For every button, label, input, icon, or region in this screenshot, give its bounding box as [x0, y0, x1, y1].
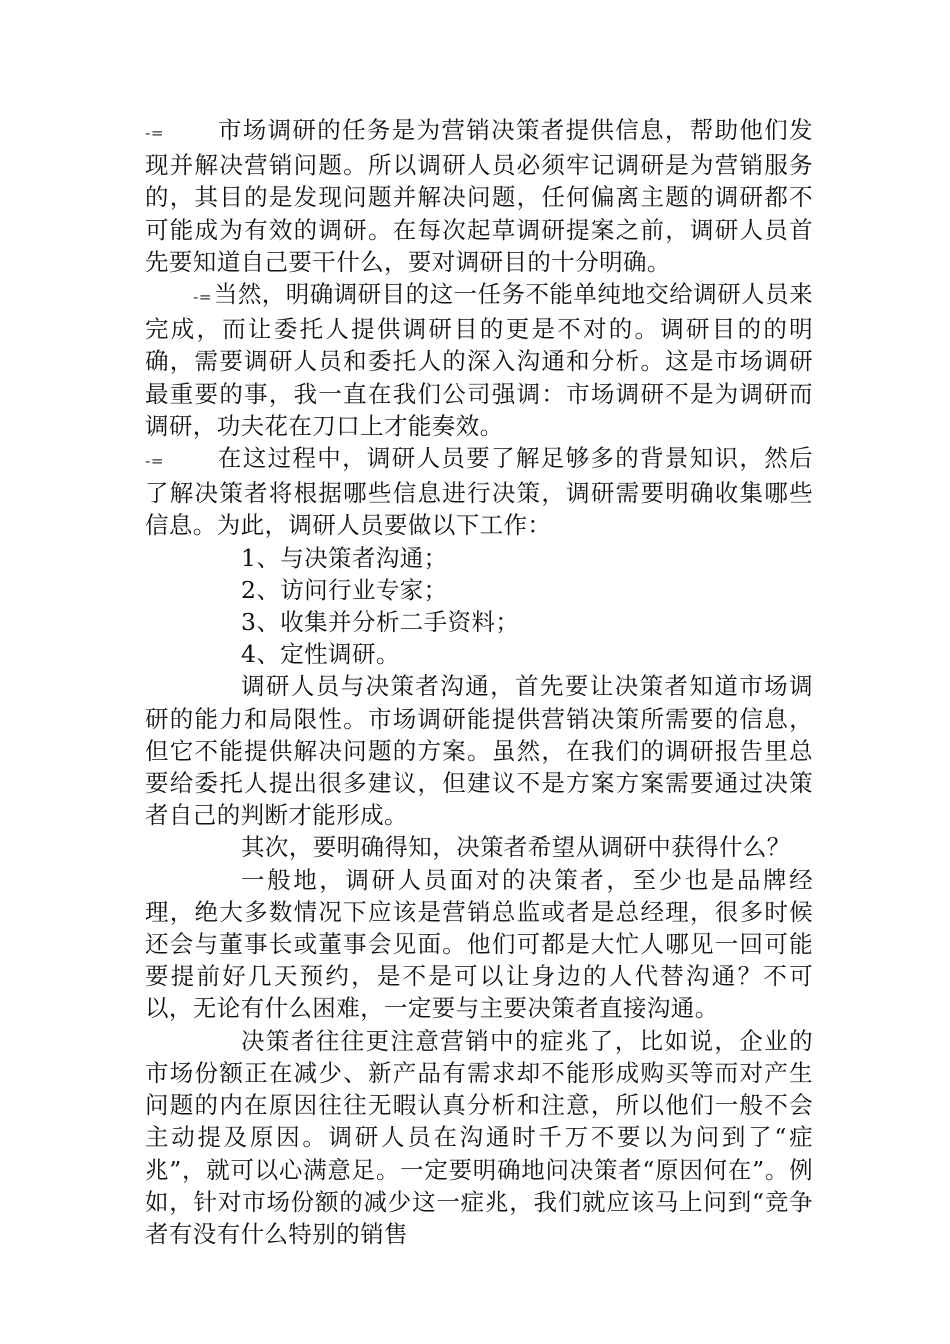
- paragraph-2: [145, 278, 813, 442]
- paragraph-marker: -=: [145, 124, 164, 142]
- paragraph-3: [145, 442, 813, 542]
- paragraph-6: 一般地，调研人员面对的决策者，至少也是品牌经理，绝大多数情况下应该是营销总监或者是总经理，很多时候还会与董事长或董事会见面。他们可都是大忙人哪见一回可能要提前好几天预约，是不是可以让身边的人代替沟通？不可以，无论有什么困难，一定要与主要决策者直接沟通。: [145, 865, 813, 1023]
- paragraph-2-text: 当然，明确调研目的这一任务不能单纯地交给调研人员来完成，而让委托人提供调研目的更是不对的。调研目的的明确，需要调研人员和委托人的深入沟通和分析。这是市场调研最重要的事，我一直在我们公司强调：市场调研不是为调研而调研，功夫花在刀口上才能奏效。: [145, 280, 813, 440]
- paragraph-3-text: 在这过程中，调研人员要了解足够多的背景知识，然后了解决策者将根据哪些信息进行决策，调研需要明确收集哪些信息。为此，调研人员要做以下工作：: [145, 444, 813, 540]
- paragraph-1: [145, 114, 813, 278]
- list-item: 2、访问行业专家；: [241, 575, 448, 604]
- list-item: 4、定性调研。: [241, 640, 400, 669]
- paragraph-marker: -=: [193, 288, 212, 307]
- paragraph-4: 调研人员与决策者沟通，首先要让决策者知道市场调研的能力和局限性。市场调研能提供营销决策所需要的信息，但它不能提供解决问题的方案。虽然，在我们的调研报告里总要给委托人提出很多建议，但建议不是方案方案需要通过决策者自己的判断才能形成。: [145, 672, 813, 830]
- paragraph-1-text: 市场调研的任务是为营销决策者提供信息，帮助他们发现并解决营销问题。所以调研人员必须牢记调研是为营销服务的，其目的是发现问题并解决问题，任何偏离主题的调研都不可能成为有效的调研。在每次起草调研提案之前，调研人员首先要知道自己要干什么，要对调研目的十分明确。: [145, 116, 813, 276]
- paragraph-7: 决策者往往更注意营销中的症兆了，比如说，企业的市场份额正在减少、新产品有需求却不能形成购买等而对产生问题的内在原因往往无暇认真分析和注意，所以他们一般不会主动提及原因。调研人员在沟通时千万不要以为问到了“症兆”，就可以心满意足。一定要明确地问决策者“原因何在”。例如，针对市场份额的减少这一症兆，我们就应该马上问到“竞争者有没有什么特别的销售: [145, 1026, 813, 1248]
- list-item: 1、与决策者沟通；: [241, 543, 448, 572]
- paragraph-marker: -=: [145, 452, 164, 471]
- list-item: 3、收集并分析二手资料；: [241, 608, 520, 637]
- paragraph-5: 其次，要明确得知，决策者希望从调研中获得什么？: [241, 833, 791, 862]
- document-body: [145, 114, 813, 1250]
